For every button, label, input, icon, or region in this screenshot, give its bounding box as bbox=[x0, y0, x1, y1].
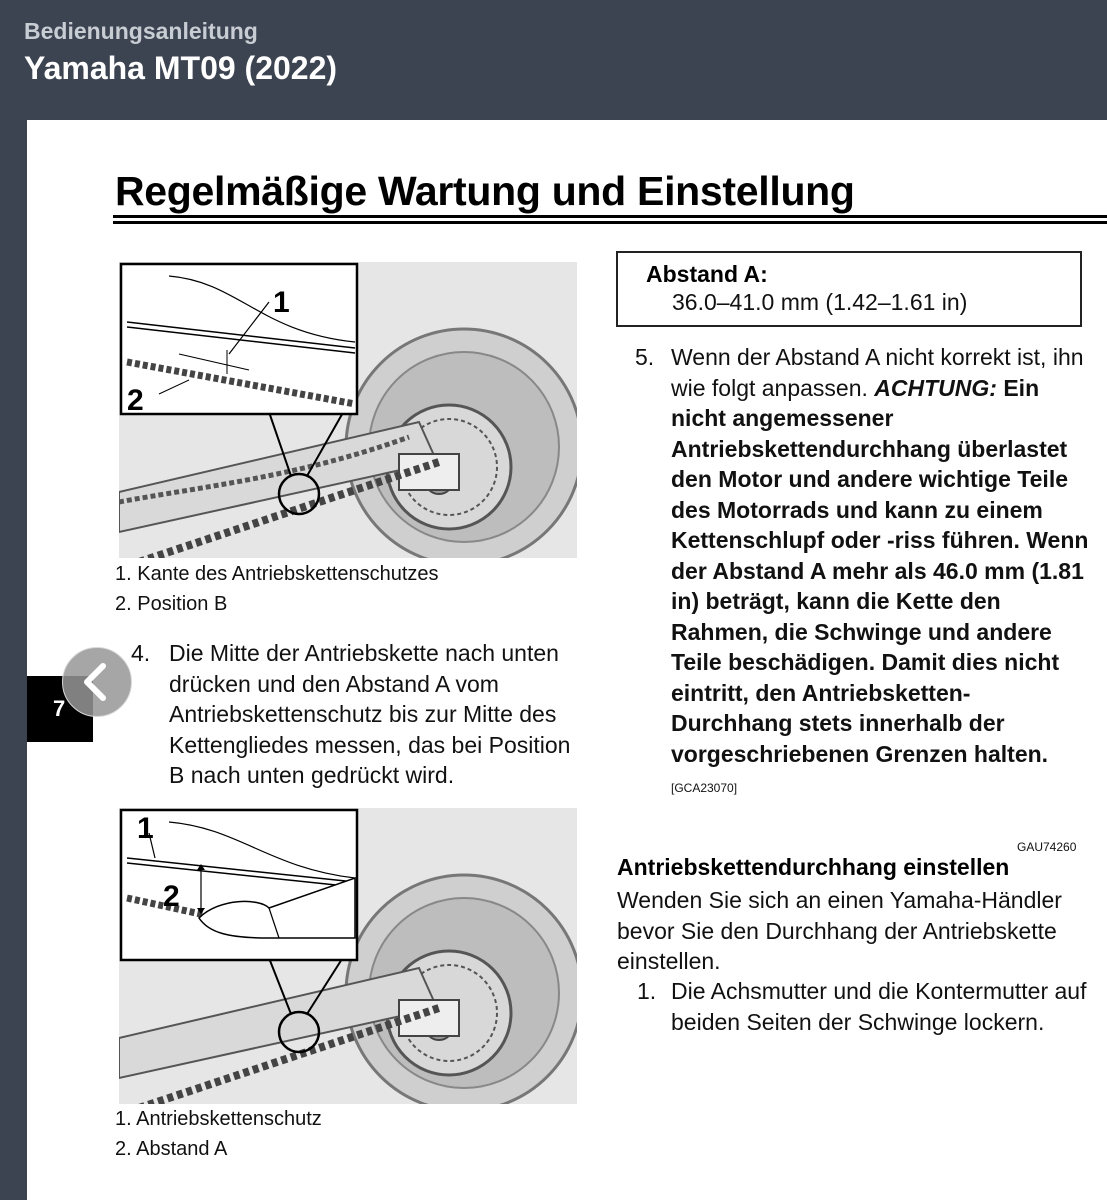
page-number: 7 bbox=[53, 696, 66, 721]
step-text-block bbox=[671, 342, 1091, 804]
figure-caption: 2. Abstand A bbox=[115, 1138, 228, 1160]
heading-rule bbox=[113, 221, 1107, 224]
manual-title: Yamaha MT09 (2022) bbox=[24, 50, 338, 86]
spec-label: Abstand A: bbox=[646, 261, 768, 287]
top-bar bbox=[0, 0, 1107, 120]
spec-value: 36.0–41.0 mm (1.42–1.61 in) bbox=[672, 289, 968, 315]
warning-code: [GCA23070] bbox=[671, 781, 738, 795]
page-heading: Regelmäßige Wartung und Einstellung bbox=[115, 168, 855, 214]
callout-2: 2 bbox=[127, 384, 144, 417]
figure-caption: 1. Antriebskettenschutz bbox=[115, 1108, 322, 1130]
section-heading: Antriebskettendurchhang einstellen bbox=[617, 854, 1010, 880]
callout-1: 1 bbox=[273, 286, 290, 319]
figure-caption: 2. Position B bbox=[115, 593, 228, 615]
figure-caption: 1. Kante des Antriebskettenschutzes bbox=[115, 563, 439, 585]
manual-subtitle: Bedienungsanleitung bbox=[24, 18, 258, 44]
manual-page bbox=[27, 120, 1107, 1200]
figure-chain-guard-edge bbox=[119, 262, 577, 554]
step-text: Die Achsmutter und die Kontermutter auf beiden Seiten der Schwinge lockern. bbox=[671, 978, 1087, 1035]
section-code: GAU74260 bbox=[1017, 840, 1077, 854]
warning-text: Ein nicht angemessener Antriebskettendurchhang überlastet den Motor und andere wichtige Teile des Motorrads und kann zu einem Kettenschlupf oder -riss führen. Wenn der Abstand A mehr als 46.0 mm (1.81 in) beträgt, kann die Kette den Rahmen, die Schwinge und andere Teile beschädigen. Damit dies nicht eintritt, den Antriebsketten-Durchhang stets innerhalb der vorgeschriebenen Grenzen halten. bbox=[671, 374, 1089, 767]
callout-1: 1 bbox=[137, 812, 154, 845]
chevron-left-icon bbox=[63, 648, 131, 716]
figure-distance-a bbox=[119, 808, 577, 1100]
warning-word: ACHTUNG: bbox=[874, 374, 997, 401]
step-text: Die Mitte der Antriebskette nach unten drücken und den Abstand A vom Antriebskettenschutz bis zur Mitte des Kettengliedes messen, das bei Position B nach unten gedrückt wird. bbox=[169, 640, 571, 788]
back-button[interactable] bbox=[62, 647, 132, 717]
step-text: Wenn der Abstand A nicht korrekt ist, ihn wie folgt anpassen. bbox=[671, 344, 1084, 401]
step-number: 4. bbox=[131, 640, 151, 666]
step-number: 5. bbox=[635, 344, 655, 370]
section-text: Wenden Sie sich an einen Yamaha-Händler bevor Sie den Durchhang der Antriebskette einstellen. bbox=[617, 887, 1062, 974]
callout-2: 2 bbox=[163, 880, 180, 913]
step-number: 1. bbox=[637, 978, 657, 1004]
spec-box bbox=[616, 251, 1082, 327]
heading-rule bbox=[113, 215, 1107, 218]
